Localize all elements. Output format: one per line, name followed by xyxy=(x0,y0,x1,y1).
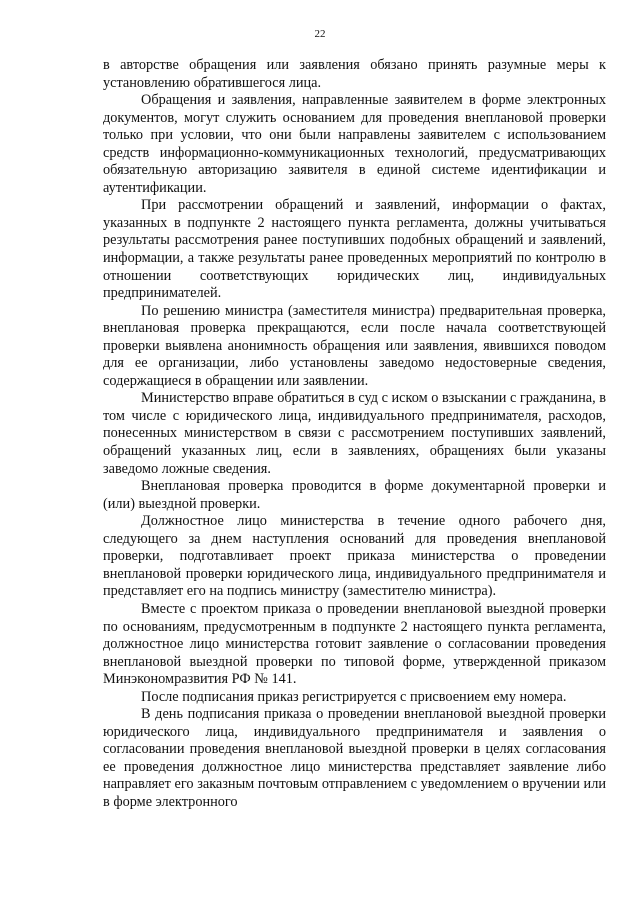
paragraph-consideration-of-appeals: При рассмотрении обращений и заявлений, информации о фактах, указанных в подпункте 2 настоящего пункта регламента, должны учитываться результаты рассмотрения ранее поступивших подобных обращений и заявлений, информации, а также результаты ранее проведенных мероприятий по контролю в отношении соответствующих юридических лиц, индивидуальных предпринимателей. xyxy=(103,197,606,302)
page-number: 22 xyxy=(314,28,326,40)
document-body xyxy=(103,57,606,812)
paragraph-draft-order: Должностное лицо министерства в течение одного рабочего дня, следующего за днем наступления оснований для проведения внеплановой проверки, подготавливает проект приказа министерства о проведении внеплановой проверки юридического лица, индивидуального предпринимателя и представляет его на подпись министру (заместителю министра). xyxy=(103,513,606,600)
paragraph-registration: После подписания приказ регистрируется с присвоением ему номера. xyxy=(141,688,567,705)
paragraph-court-claim: Министерство вправе обратиться в суд с иском о взыскании с гражданина, в том числе с юридического лица, индивидуального предпринимателя, расходов, понесенных министерством в связи с рассмотрением поступивших заявлений, обращений указанных лиц, если в заявлениях, обращениях были указаны заведомо ложные сведения. xyxy=(103,390,606,477)
paragraph-approval-application: Вместе с проектом приказа о проведении внеплановой выездной проверки по основаниям, предусмотренным в подпункте 2 настоящего пункта регламента, должностное лицо министерства готовит заявление о согласовании проведения внеплановой выездной проверки по типовой форме, утвержденной приказом Минэкономразвития РФ № 141. xyxy=(103,600,606,688)
paragraph-electronic-documents: Обращения и заявления, направленные заявителем в форме электронных документов, могут служить основанием для проведения внеплановой проверки только при условии, что они были направлены заявителем с использованием средств информационно-коммуникационных технологий, предусматривающих обязательную авторизацию заявителя в единой системе идентификации и аутентификации. xyxy=(103,92,606,196)
paragraph-inspection-form: Внеплановая проверка проводится в форме документарной проверки и (или) выездной проверки. xyxy=(103,478,606,512)
paragraph-continuation: в авторстве обращения или заявления обязано принять разумные меры к установлению обратившегося лица. xyxy=(103,57,606,91)
paragraph-submission-of-application: В день подписания приказа о проведении внеплановой выездной проверки юридического лица, индивидуального предпринимателя и заявления о согласовании проведения внеплановой выездной проверки в целях согласования ее проведения должностное лицо министерства представляет заявление либо направляет его заказным почтовым отправлением с уведомлением о вручении или в форме электронного xyxy=(103,706,606,810)
paragraph-termination-of-inspection: По решению министра (заместителя министра) предварительная проверка, внеплановая проверка прекращаются, если после начала соответствующей проверки выявлена анонимность обращения или заявления, явившихся поводом для ее организации, либо установлены заведомо недостоверные сведения, содержащиеся в обращении или заявлении. xyxy=(103,302,606,389)
